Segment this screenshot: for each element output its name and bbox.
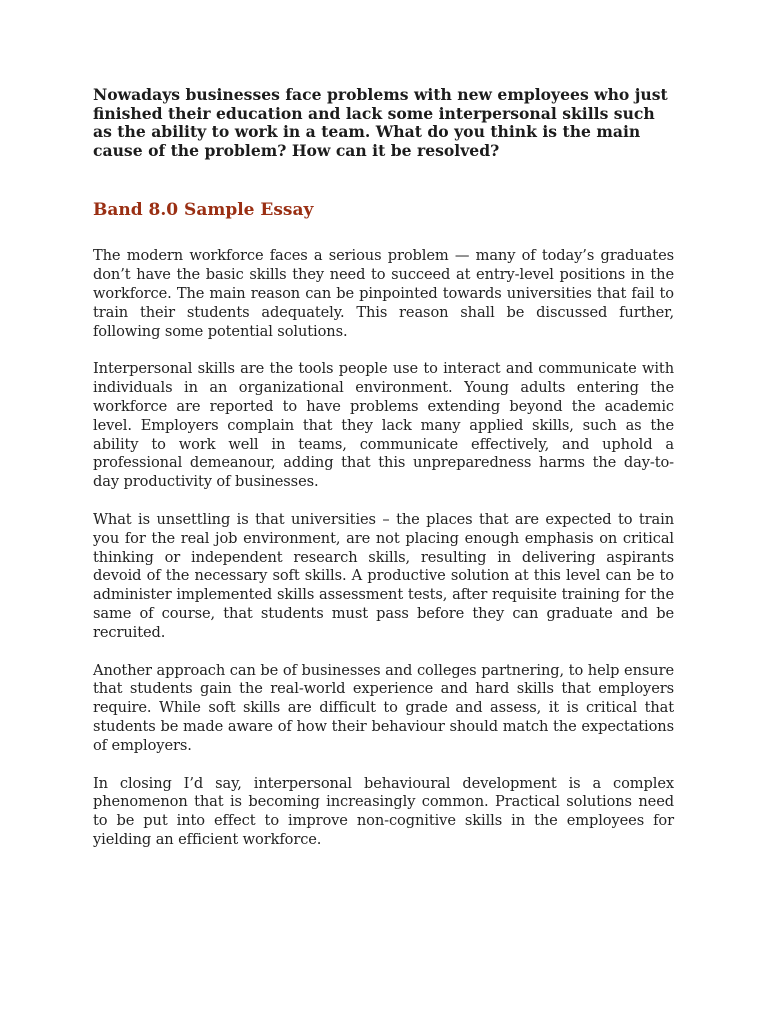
essay-page bbox=[93, 86, 674, 850]
essay-prompt: Nowadays businesses face problems with new employees who just finished their education and lack some interpersonal skills such as the ability to work in a team. What do you think is the main cause of the problem? How can it be resolved? bbox=[93, 85, 668, 160]
essay-heading: Band 8.0 Sample Essay bbox=[93, 200, 314, 221]
essay-paragraph-introduction: The modern workforce faces a serious problem — many of today’s graduates don’t have the basic skills they need to succeed at entry-level positions in the workforce. The main reason can be pinpointed towards universities that fail to train their students adequately. This reason shall be discussed further, following some potential solutions. bbox=[93, 247, 674, 340]
essay-paragraph-body-3: Another approach can be of businesses and colleges partnering, to help ensure that students gain the real-world experience and hard skills that employers require. While soft skills are difficult to grade and assess, it is critical that students be made aware of how their behaviour should match the expectations of employers. bbox=[93, 661, 674, 754]
essay-paragraph-body-1: Interpersonal skills are the tools people use to interact and communicate with individuals in an organizational environment. Young adults entering the workforce are reported to have problems extending beyond the academic level. Employers complain that they lack many applied skills, such as the ability to work well in teams, communicate effectively, and uphold a professional demeanour, adding that this unpreparedness harms the day-to-day productivity of businesses. bbox=[93, 360, 674, 491]
essay-paragraph-conclusion: In closing I’d say, interpersonal behavioural development is a complex phenomenon that is becoming increasingly common. Practical solutions need to be put into effect to improve non-cognitive skills in the employees for yielding an efficient workforce. bbox=[93, 774, 674, 848]
essay-paragraph-body-2: What is unsettling is that universities – the places that are expected to train you for the real job environment, are not placing enough emphasis on critical thinking or independent research skills, resulting in delivering aspirants devoid of the necessary soft skills. A productive solution at this level can be to administer implemented skills assessment tests, after requisite training for the same of course, that students must pass before they can graduate and be recruited. bbox=[93, 510, 674, 641]
